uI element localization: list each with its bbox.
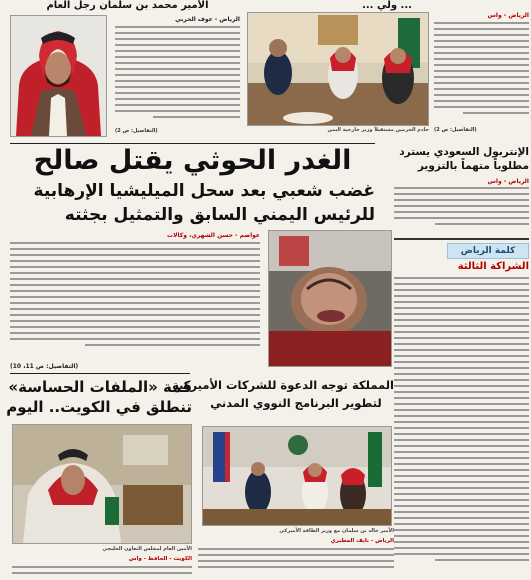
- kuwait-headline-2: تنطلق في الكويت.. اليوم: [6, 398, 192, 416]
- main-byline: عواصم - حسن الشهري، وكالات: [167, 232, 260, 239]
- top-left-headline: الأمير محمد بن سلمان رجل العام: [46, 0, 209, 11]
- column-block: [394, 238, 529, 570]
- top-right-headline: ... ولي ...: [362, 0, 412, 11]
- top-right-block: [245, 0, 529, 140]
- column-title: الشراكة الثالثة: [457, 261, 529, 272]
- interpol-headline-2: مطلوباً متهماً بالتزوير: [417, 160, 529, 172]
- prince-portrait: [10, 15, 107, 137]
- main-subhead-1: غضب شعبي بعد سحل الميليشيا الإرهابية: [33, 181, 375, 201]
- kuwait-headline-1: قمة «الملفات الحساسة»: [8, 378, 192, 396]
- column-body: [394, 277, 529, 567]
- interpol-body: [394, 187, 529, 232]
- nuclear-block: [172, 376, 394, 576]
- top-right-source: (التفاصيل: ص 2): [434, 127, 477, 133]
- nuclear-byline: الرياض - نايف المطيري: [330, 538, 394, 544]
- main-body: [10, 242, 260, 362]
- main-story-photo: [268, 230, 392, 367]
- kuwait-byline: الكويت - الحافظ - واس: [128, 556, 192, 562]
- meeting-photo: [247, 12, 429, 126]
- top-right-tag: الرياض - واس: [487, 12, 529, 19]
- kuwait-photo: [12, 424, 192, 544]
- divider: [10, 143, 375, 144]
- interpol-tag: الرياض - واس: [487, 178, 529, 185]
- main-subhead-2: للرئيس اليمني السابق والتمثيل بجثته: [64, 205, 375, 225]
- nuclear-photo-caption: الأمير خالد بن سلمان مع وزير الطاقة الأميركي: [279, 528, 394, 534]
- kuwait-photo-caption: الأمين العام لمجلس التعاون الخليجي: [102, 546, 192, 552]
- divider: [10, 373, 190, 374]
- nuclear-headline-2: لتطوير البرنامج النووي المدني: [210, 396, 382, 410]
- top-left-source: (التفاصيل: ص 2): [115, 128, 158, 134]
- top-right-photo-caption: خادم الحرمين مستقبلاً وزير خارجية اليمن: [327, 127, 429, 133]
- main-headline: الغدر الحوثي يقتل صالح: [33, 145, 352, 176]
- column-label: كلمة الرياض: [447, 243, 529, 259]
- nuclear-headline-1: المملكة توجه الدعوة للشركات الأميركية: [172, 378, 394, 392]
- top-right-body: [434, 22, 529, 122]
- interpol-headline-1: الإنتربول السعودي يسترد: [399, 146, 529, 158]
- main-source: (التفاصيل: ص 11، 10): [10, 363, 79, 370]
- top-left-body: [115, 26, 240, 126]
- interpol-block: [394, 146, 529, 236]
- top-left-block: [10, 0, 240, 140]
- top-left-byline: الرياض - عوف الحربي: [175, 16, 240, 23]
- nuclear-photo: [202, 426, 392, 526]
- nuclear-body: [198, 548, 394, 574]
- kuwait-block: [6, 376, 192, 576]
- kuwait-body: [12, 566, 192, 576]
